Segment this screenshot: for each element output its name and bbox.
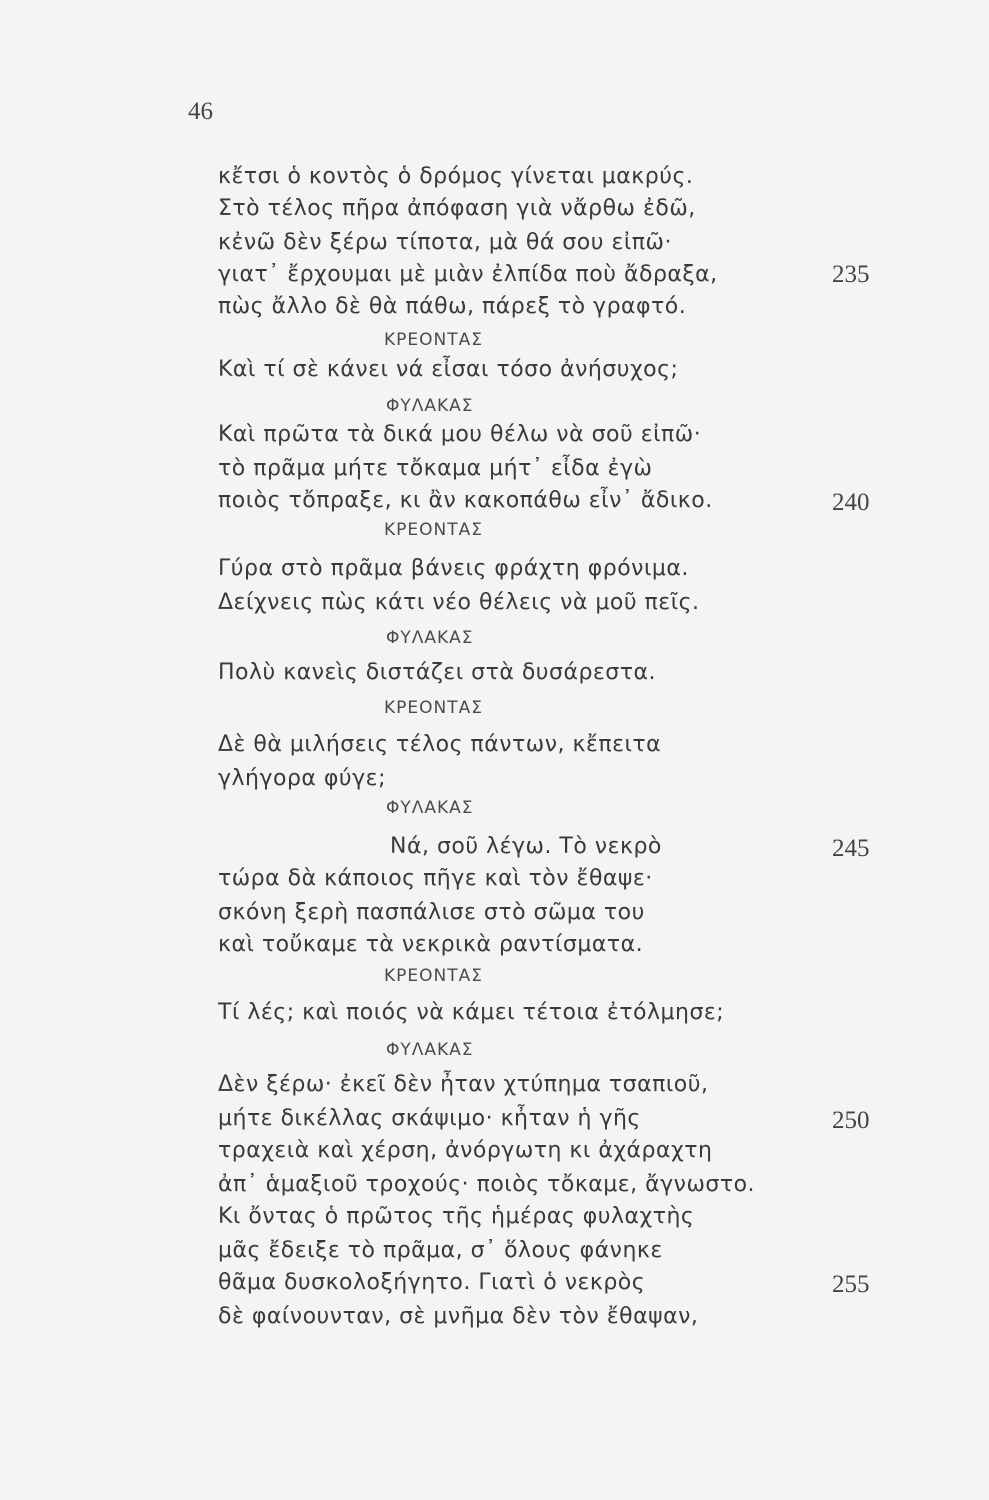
line-number: 255 xyxy=(832,1271,870,1298)
verse-line: καὶ τοὔκαμε τὰ νεκρικὰ ραντίσματα. xyxy=(218,932,644,957)
verse-line: δὲ φαίνουνταν, σὲ μνῆμα δὲν τὸν ἔθαψαν, xyxy=(218,1304,699,1329)
verse-line: τώρα δὰ κάποιος πῆγε καὶ τὸν ἔθαψε· xyxy=(218,866,653,891)
verse-line: κἔτσι ὁ κοντὸς ὁ δρόμος γίνεται μακρύς. xyxy=(218,164,694,189)
verse-line: ἀπ᾽ ἁμαξιοῦ τροχούς· ποιὸς τὄκαμε, ἄγνωστο. xyxy=(218,1172,756,1197)
line-number: 245 xyxy=(832,835,870,862)
verse-line: ποιὸς τὄπραξε, κι ἂν κακοπάθω εἶν᾽ ἄδικο. xyxy=(218,488,713,513)
verse-line: Καὶ πρῶτα τὰ δικά μου θέλω νὰ σοῦ εἰπῶ· xyxy=(218,422,702,447)
verse-line: θᾶμα δυσκολοξήγητο. Γιατὶ ὁ νεκρὸς xyxy=(218,1270,646,1295)
speaker-name: ΚΡΕΟΝΤΑΣ xyxy=(384,520,483,540)
speaker-name: ΚΡΕΟΝΤΑΣ xyxy=(384,966,483,986)
verse-line: Κι ὄντας ὁ πρῶτος τῆς ἡμέρας φυλαχτὴς xyxy=(218,1204,695,1229)
speaker-name: ΚΡΕΟΝΤΑΣ xyxy=(384,698,483,718)
verse-line: μήτε δικέλλας σκάψιμο· κἦταν ἡ γῆς xyxy=(218,1106,641,1131)
verse-line: Πολὺ κανεὶς διστάζει στὰ δυσάρεστα. xyxy=(218,660,656,685)
line-number: 240 xyxy=(832,489,870,516)
verse-line: Νά, σοῦ λέγω. Τὸ νεκρὸ xyxy=(390,834,662,859)
verse-line: γλήγορα φύγε; xyxy=(218,766,386,791)
speaker-name: ΦΥΛΑΚΑΣ xyxy=(386,1040,474,1060)
verse-line: σκόνη ξερὴ πασπάλισε στὸ σῶμα του xyxy=(218,900,645,925)
verse-line: τὸ πρᾶμα μήτε τὄκαμα μήτ᾽ εἶδα ἐγὼ xyxy=(218,456,653,481)
verse-line: κἐνῶ δὲν ξέρω τίποτα, μὰ θά σου εἰπῶ· xyxy=(218,230,672,255)
verse-line: πὼς ἄλλο δὲ θὰ πάθω, πάρεξ τὸ γραφτό. xyxy=(218,294,687,319)
verse-line: μᾶς ἔδειξε τὸ πρᾶμα, σ᾽ ὅλους φάνηκε xyxy=(218,1238,663,1263)
page-number: 46 xyxy=(188,98,213,125)
verse-line: γιατ᾽ ἔρχουμαι μὲ μιὰν ἐλπίδα ποὺ ἄδραξα, xyxy=(218,262,718,287)
verse-line: Γύρα στὸ πρᾶμα βάνεις φράχτη φρόνιμα. xyxy=(218,556,689,581)
verse-line: Στὸ τέλος πῆρα ἀπόφαση γιὰ νἄρθω ἐδῶ, xyxy=(218,196,696,221)
speaker-name: ΚΡΕΟΝΤΑΣ xyxy=(384,330,483,350)
verse-line: Δείχνεις πὼς κάτι νέο θέλεις νὰ μοῦ πεῖς. xyxy=(218,590,700,615)
verse-line: τραχειὰ καὶ χέρση, ἀνόργωτη κι ἀχάραχτη xyxy=(218,1138,713,1163)
verse-line: Δὲν ξέρω· ἐκεῖ δὲν ἦταν χτύπημα τσαπιοῦ, xyxy=(218,1072,709,1097)
verse-line: Τί λές; καὶ ποιός νὰ κάμει τέτοια ἐτόλμησε; xyxy=(218,1000,725,1025)
verse-line: Δὲ θὰ μιλήσεις τέλος πάντων, κἔπειτα xyxy=(218,732,662,757)
line-number: 235 xyxy=(832,261,870,288)
speaker-name: ΦΥΛΑΚΑΣ xyxy=(386,396,474,416)
speaker-name: ΦΥΛΑΚΑΣ xyxy=(386,798,474,818)
verse-line: Καὶ τί σὲ κάνει νά εἶσαι τόσο ἀνήσυχος; xyxy=(218,357,679,382)
speaker-name: ΦΥΛΑΚΑΣ xyxy=(386,628,474,648)
line-number: 250 xyxy=(832,1107,870,1134)
